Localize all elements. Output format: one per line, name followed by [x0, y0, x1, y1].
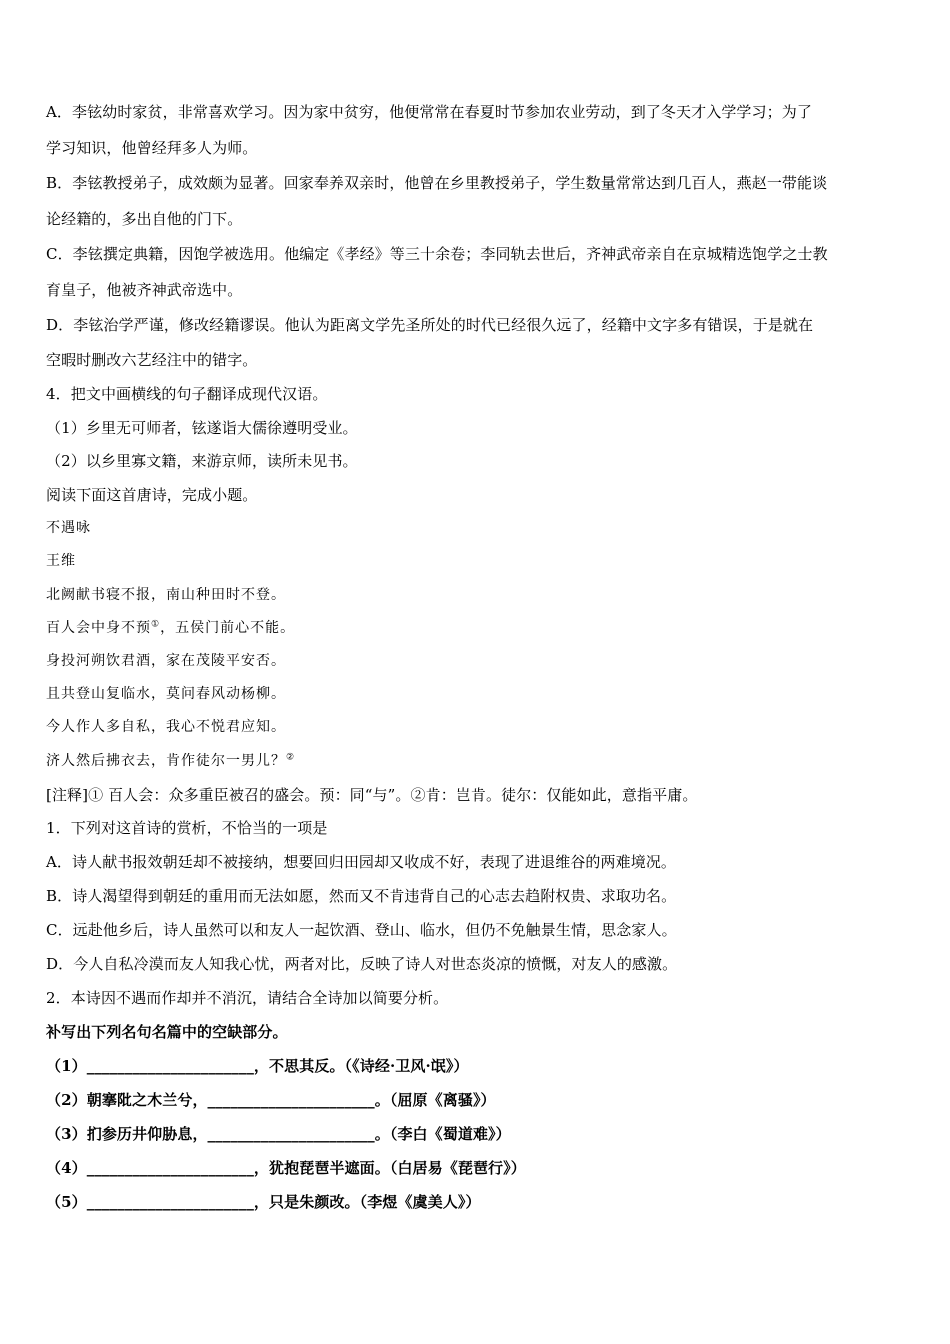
poem-line-5: 今人作人多自私，我心不悦君应知。	[46, 719, 286, 735]
footnote-mark-2: ②	[286, 752, 296, 763]
poem-line-6	[46, 751, 295, 771]
q4-prompt: 4．把文中画横线的句子翻译成现代汉语。	[46, 385, 328, 403]
option-b-line-2: 论经籍的，多出自他的门下。	[46, 210, 243, 228]
q4-item-1: （1）乡里无可师者，铉遂诣大儒徐遵明受业。	[46, 419, 358, 437]
option-a-line-1: A．李铉幼时家贫，非常喜欢学习。因为家中贫穷，他便常常在春夏时节参加农业劳动，到了冬天才入学学习；为了	[46, 103, 812, 121]
option-c-line-2: 育皇子，他被齐神武帝选中。	[46, 281, 243, 299]
poem-line-1: 北阙献书寝不报，南山种田时不登。	[46, 587, 286, 603]
fill-in-item-1: （1）______________________，不思其反。（《诗经·卫风·氓》）	[46, 1057, 469, 1075]
poem-line-4: 且共登山复临水，莫问春风动杨柳。	[46, 686, 286, 702]
poem-title: 不遇咏	[46, 520, 91, 536]
footnote-mark-1: ①	[151, 619, 161, 630]
option-c-line-1: C．李铉撰定典籍，因饱学被选用。他编定《孝经》等三十余卷；李同轨去世后，齐神武帝亲自在京城精选饱学之士教	[46, 245, 828, 263]
option-b-line-1: B．李铉教授弟子，成效颇为显著。回家奉养双亲时，他曾在乡里教授弟子，学生数量常常达到几百人，燕赵一带能谈	[46, 174, 828, 192]
q4-item-2: （2）以乡里寡文籍，来游京师，读所未见书。	[46, 452, 358, 470]
option-d-line-1: D．李铉治学严谨，修改经籍谬误。他认为距离文学先圣所处的时代已经很久远了，经籍中文字多有错误，于是就在	[46, 316, 814, 334]
poem-line-3: 身投河朔饮君酒，家在茂陵平安否。	[46, 653, 286, 669]
option-a-line-2: 学习知识，他曾经拜多人为师。	[46, 139, 258, 157]
fill-in-item-3: （3）扪参历井仰胁息，______________________。（李白《蜀道难》）	[46, 1125, 511, 1143]
poem-line-6-a: 济人然后拂衣去，肯作徒尔一男儿？	[46, 753, 286, 769]
fill-in-heading: 补写出下列名句名篇中的空缺部分。	[46, 1023, 288, 1041]
poem-line-2-b: ，五侯门前心不能。	[160, 620, 296, 636]
poem-q1: 1．下列对这首诗的赏析，不恰当的一项是	[46, 819, 328, 837]
poem-annotation: [注释]① 百人会：众多重臣被召的盛会。预：同“与”。②肯：岂肯。徒尔：仅能如此，意指平庸。	[46, 786, 698, 804]
poem-author: 王维	[46, 553, 76, 569]
poem-intro: 阅读下面这首唐诗，完成小题。	[46, 486, 258, 504]
option-d-line-2: 空暇时删改六艺经注中的错字。	[46, 351, 258, 369]
poem-q1-option-b: B．诗人渴望得到朝廷的重用而无法如愿，然而又不肯违背自己的心志去趋附权贵、求取功名。	[46, 887, 677, 905]
fill-in-item-4: （4）______________________，犹抱琵琶半遮面。（白居易《琵琶行》）	[46, 1159, 526, 1177]
poem-q1-option-d: D．今人自私冷漠而友人知我心忧，两者对比，反映了诗人对世态炎凉的愤慨，对友人的感激。	[46, 955, 678, 973]
poem-q2: 2．本诗因不遇而作却并不消沉，请结合全诗加以简要分析。	[46, 989, 449, 1007]
fill-in-item-2: （2）朝搴阰之木兰兮，______________________。（屈原《离骚》）	[46, 1091, 496, 1109]
poem-q1-option-a: A．诗人献书报效朝廷却不被接纳，想要回归田园却又收成不好，表现了进退维谷的两难境况。	[46, 853, 677, 871]
poem-line-2-a: 百人会中身不预	[46, 620, 151, 636]
fill-in-item-5: （5）______________________，只是朱颜改。（李煜《虞美人》）	[46, 1193, 481, 1211]
poem-q1-option-c: C．远赴他乡后，诗人虽然可以和友人一起饮酒、登山、临水，但仍不免触景生情，思念家人。	[46, 921, 677, 939]
poem-line-2	[46, 618, 295, 638]
